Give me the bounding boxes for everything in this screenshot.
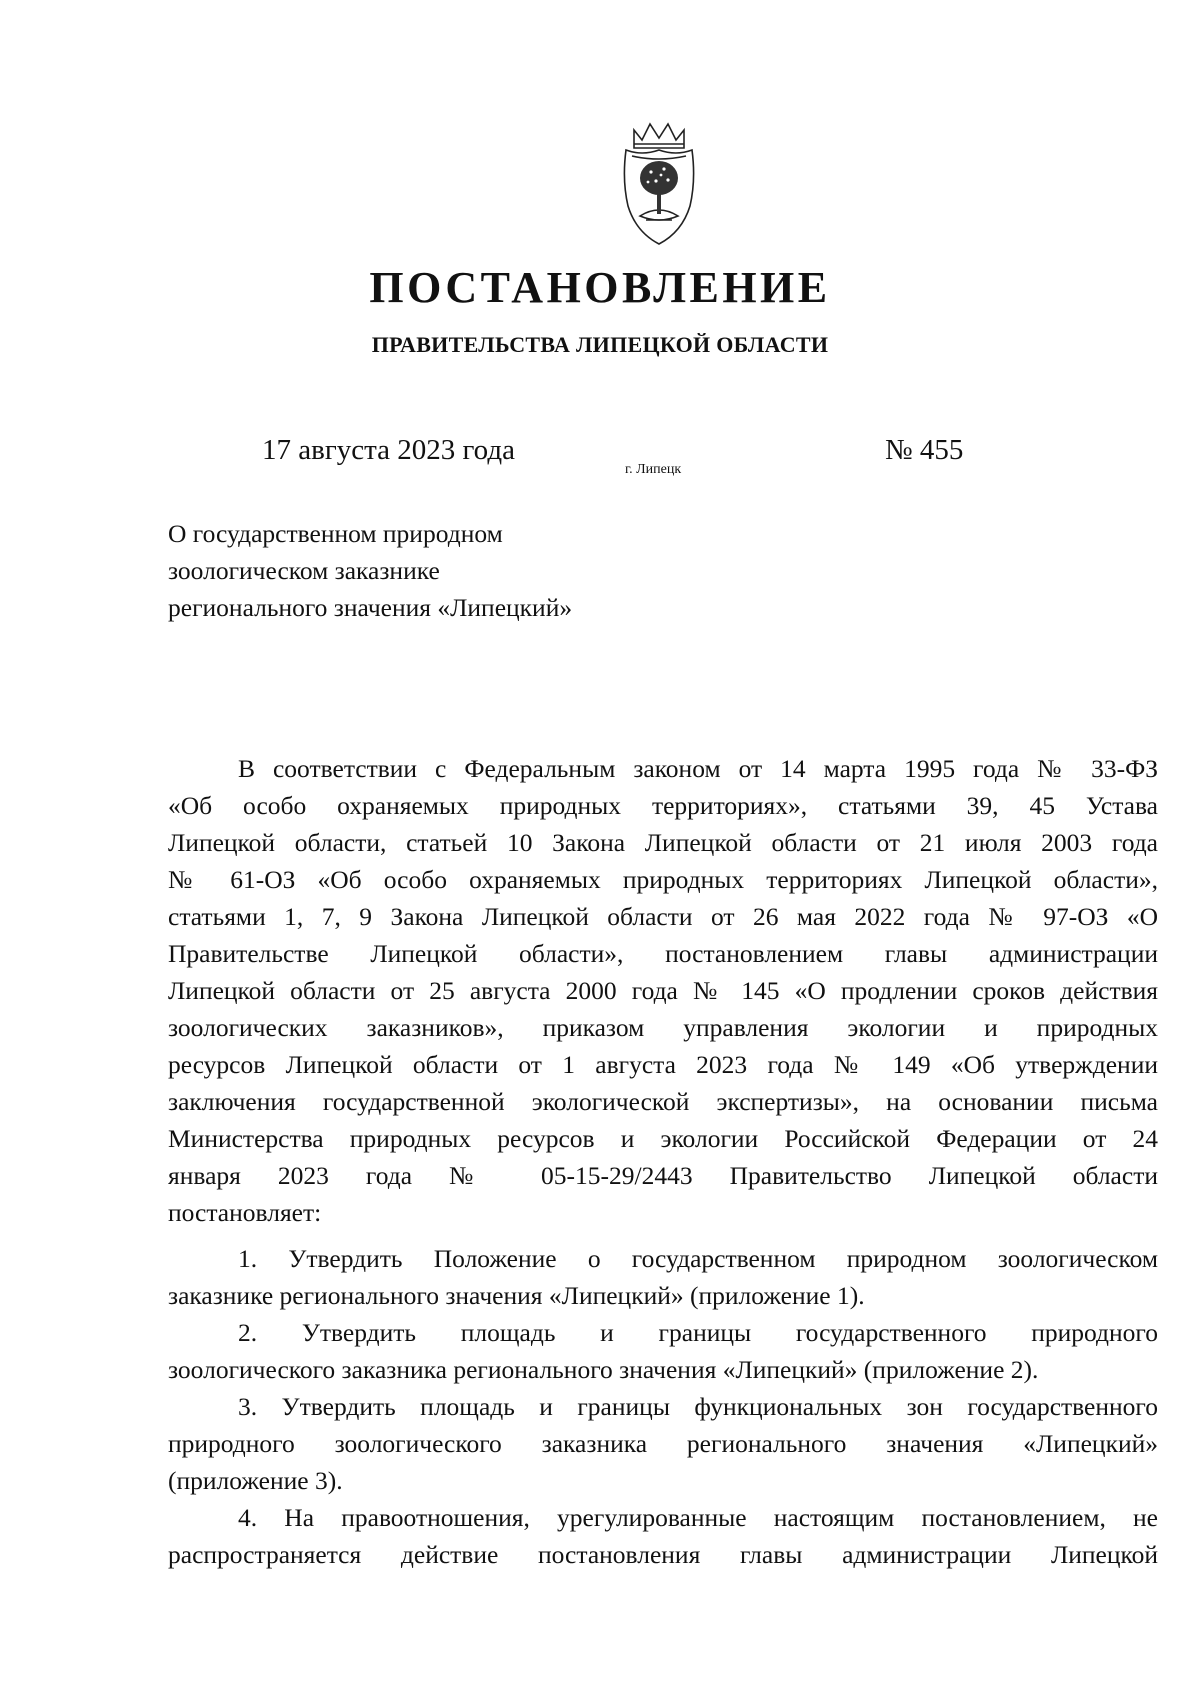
issuing-authority: ПРАВИТЕЛЬСТВА ЛИПЕЦКОЙ ОБЛАСТИ [371,332,829,357]
item-4-paragraph [168,1499,1158,1573]
decree-subject [168,515,728,626]
text-line: 4. На правоотношения, урегулированные настоящим постановлением, не [238,1503,1158,1532]
text-line: № 61-ОЗ «Об особо охраняемых природных территориях Липецкой области», [168,865,1158,894]
decree-city: г. Липецк [625,462,682,477]
text-line: распространяется действие постановления главы администрации Липецкой [168,1540,1158,1569]
document-title: ПОСТАНОВЛЕНИЕ [369,263,831,312]
text-line: «Об особо охраняемых природных территориях», статьями 39, 45 Устава [168,791,1158,820]
item-1-paragraph [168,1240,1158,1314]
text-line: В соответствии с Федеральным законом от 14 марта 1995 года № 33-ФЗ [238,754,1158,783]
text-line: Липецкой области, статьей 10 Закона Липецкой области от 21 июля 2003 года [168,828,1158,857]
item-3-paragraph [168,1388,1158,1499]
preamble-paragraph [168,750,1158,1231]
text-line: Министерства природных ресурсов и экологии Российской Федерации от 24 [168,1124,1158,1153]
subject-line: О государственном природном [168,519,503,548]
subject-line: регионального значения «Липецкий» [168,593,573,622]
text-line: Правительстве Липецкой области», постановлением главы администрации [168,939,1158,968]
decree-body [168,750,1158,1573]
text-line: ресурсов Липецкой области от 1 августа 2023 года № 149 «Об утверждении [168,1050,1158,1079]
text-line: природного зоологического заказника регионального значения «Липецкий» [168,1429,1158,1458]
text-line: (приложение 3). [168,1466,343,1495]
text-line: зоологических заказников», приказом управления экологии и природных [168,1013,1158,1042]
coat-of-arms-icon [620,120,698,248]
text-line: 1. Утвердить Положение о государственном природном зоологическом [238,1244,1158,1273]
text-line: зоологического заказника регионального значения «Липецкий» (приложение 2). [168,1355,1039,1384]
text-line: статьями 1, 7, 9 Закона Липецкой области от 26 мая 2022 года № 97-ОЗ «О [168,902,1158,931]
item-2-paragraph [168,1314,1158,1388]
text-line: 2. Утвердить площадь и границы государственного природного [238,1318,1158,1347]
text-line: Липецкой области от 25 августа 2000 года № 145 «О продлении сроков действия [168,976,1158,1005]
text-line: постановляет: [168,1198,322,1227]
subject-line: зоологическом заказнике [168,556,440,585]
decree-date: 17 августа 2023 года [262,434,515,466]
text-line: заказнике регионального значения «Липецкий» (приложение 1). [168,1281,865,1310]
decree-number: № 455 [885,434,964,466]
text-line: заключения государственной экологической экспертизы», на основании письма [168,1087,1158,1116]
text-line: января 2023 года № 05-15-29/2443 Правительство Липецкой области [168,1161,1158,1190]
text-line: 3. Утвердить площадь и границы функциональных зон государственного [238,1392,1158,1421]
